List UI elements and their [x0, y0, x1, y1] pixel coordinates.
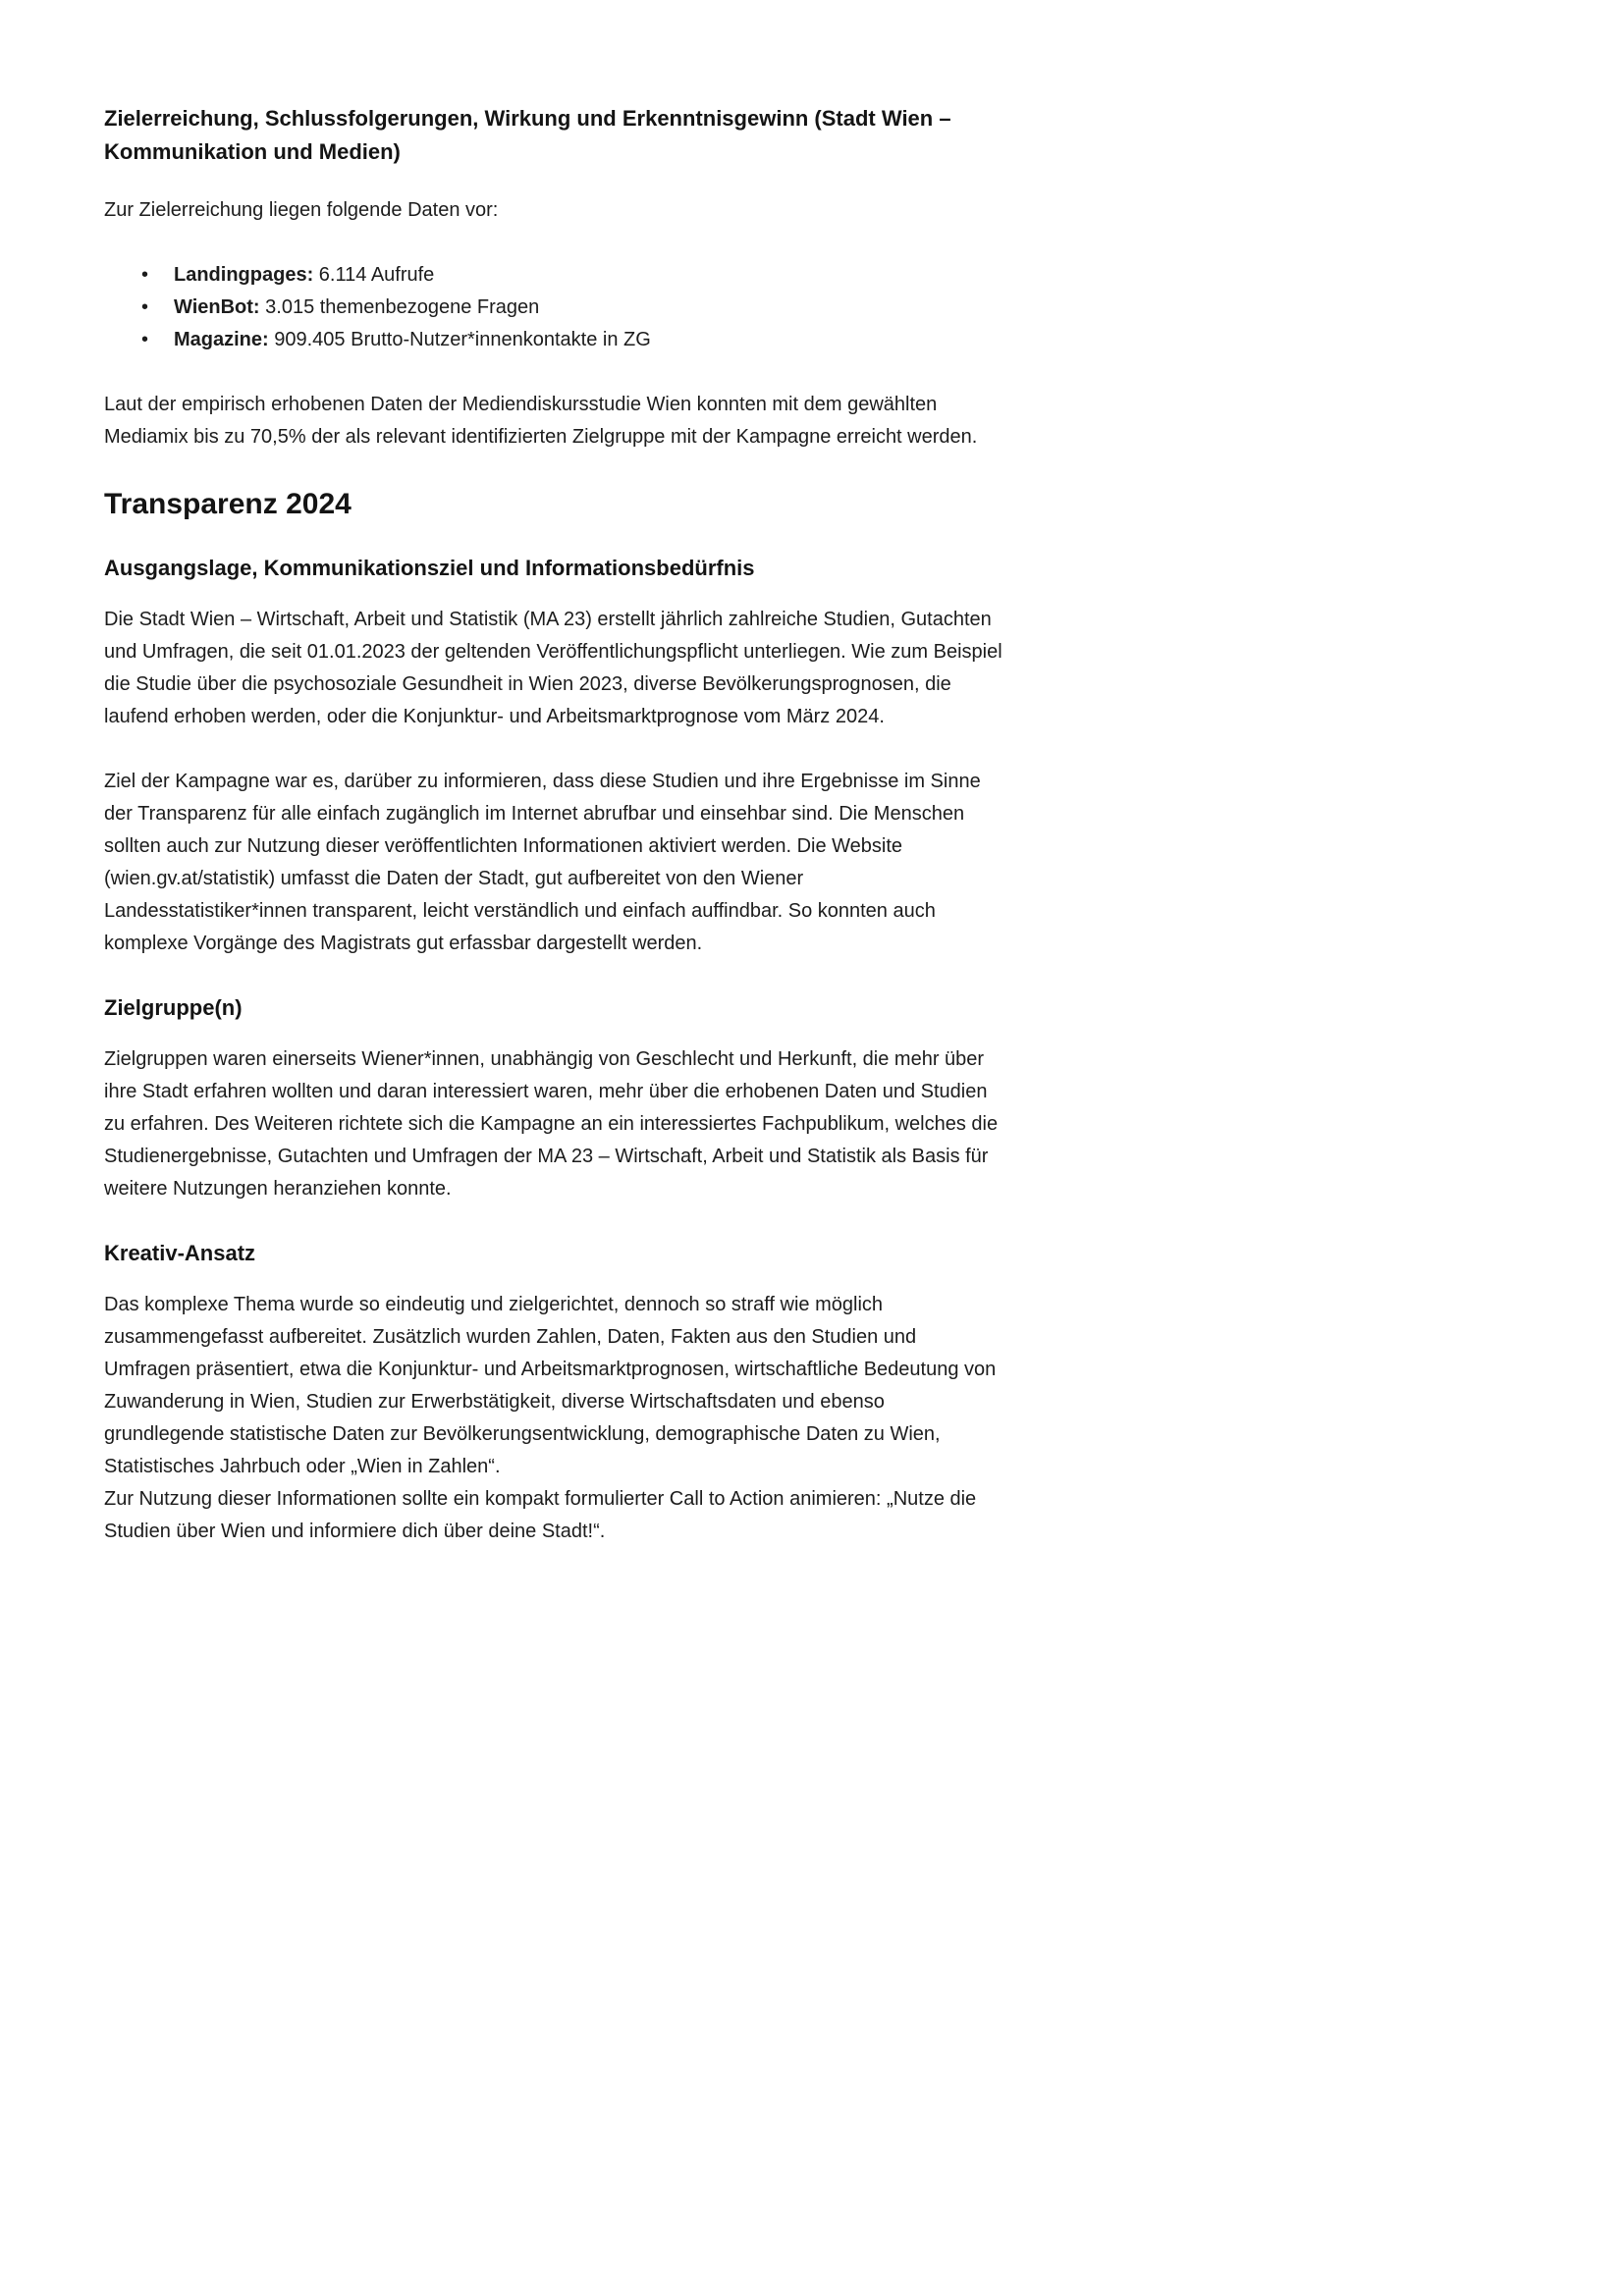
paragraph-zielgruppe-1: Zielgruppen waren einerseits Wiener*innen, unabhängig von Geschlecht und Herkunft, die mehr über ihre Stadt erfahren wollten und daran interessiert waren, mehr über die erhobenen Daten und Studien zu erfahren. Des Weiteren richtete sich die Kampagne an ein interessiertes Fachpublikum, welches die Studienergebnisse, Gutachten und Umfragen der MA 23 – Wirtschaft, Arbeit und Statistik als Basis für weitere Nutzungen heranziehen konnte. [104, 1048, 999, 1200]
subsection-heading-ausgangslage: Ausgangslage, Kommunikationsziel und Informationsbedürfnis [104, 556, 755, 580]
bullet-text: 6.114 Aufrufe [318, 264, 435, 286]
bullet-text: 909.405 Brutto-Nutzer*innenkontakte in ZG [274, 329, 651, 350]
paragraph-kreativ-1: Das komplexe Thema wurde so eindeutig und zielgerichtet, dennoch so straff wie möglich zusammengefasst aufbereitet. Zusätzlich wurden Zahlen, Daten, Fakten aus den Studien und Umfragen präsentiert, etwa die Konjunktur- und Arbeitsmarktprognosen, wirtschaftliche Bedeutung von Zuwanderung in Wien, Studien zur Erwerbstätigkeit, diverse Wirtschaftsdaten und ebenso grundlegende statistische Daten zur Bevölkerungsentwicklung, demographische Daten zu Wien, Statistisches Jahrbuch oder „Wien in Zahlen“. [104, 1294, 997, 1477]
section-heading-zielerreichung: Zielerreichung, Schlussfolgerungen, Wirkung und Erkenntnisgewinn (Stadt Wien – Kommunikation und Medien) [104, 106, 951, 164]
page-title-transparenz: Transparenz 2024 [104, 488, 352, 520]
bullet-label: Magazine: [174, 329, 269, 350]
bullet-list [104, 259, 1002, 356]
bullet-label: Landingpages: [174, 264, 314, 286]
bullet-text: 3.015 themenbezogene Fragen [265, 296, 540, 318]
list-item-wienbot [104, 292, 1002, 324]
paragraph-ausgangslage-1: Die Stadt Wien – Wirtschaft, Arbeit und Statistik (MA 23) erstellt jährlich zahlreiche Studien, Gutachten und Umfragen, die seit 01.01.2023 der geltenden Veröffentlichungspflicht unterliegen. Wie zum Beispiel die Studie über die psychosoziale Gesundheit in Wien 2023, diverse Bevölkerungsprognosen, die laufend erhoben werden, oder die Konjunktur- und Arbeitsmarktprognose vom März 2024. [104, 609, 1002, 727]
paragraph-ausgangslage-2: Ziel der Kampagne war es, darüber zu informieren, dass diese Studien und ihre Ergebnisse im Sinne der Transparenz für alle einfach zugänglich im Internet abrufbar und einsehbar sind. Die Menschen sollten auch zur Nutzung dieser veröffentlichten Informationen aktiviert werden. Die Website (wien.gv.at/statistik) umfasst die Daten der Stadt, gut aufbereitet von den Wiener Landesstatistiker*innen transparent, leicht verständlich und einfach auffindbar. So konnten auch komplexe Vorgänge des Magistrats gut erfassbar dargestellt werden. [104, 771, 981, 954]
paragraph-kreativ-2: Zur Nutzung dieser Informationen sollte ein kompakt formulierter Call to Action animieren: „Nutze die Studien über Wien und informiere dich über deine Stadt!“. [104, 1488, 977, 1542]
subsection-heading-kreativ-ansatz: Kreativ-Ansatz [104, 1241, 256, 1265]
list-item-magazine [104, 324, 1002, 356]
document-content [104, 102, 1002, 1548]
intro-paragraph: Zur Zielerreichung liegen folgende Daten vor: [104, 199, 499, 221]
bullet-label: WienBot: [174, 296, 260, 318]
subsection-heading-zielgruppe: Zielgruppe(n) [104, 995, 243, 1020]
list-item-landingpages [104, 259, 1002, 292]
result-paragraph: Laut der empirisch erhobenen Daten der Mediendiskursstudie Wien konnten mit dem gewählten Mediamix bis zu 70,5% der als relevant identifizierten Zielgruppe mit der Kampagne erreicht werden. [104, 394, 978, 448]
